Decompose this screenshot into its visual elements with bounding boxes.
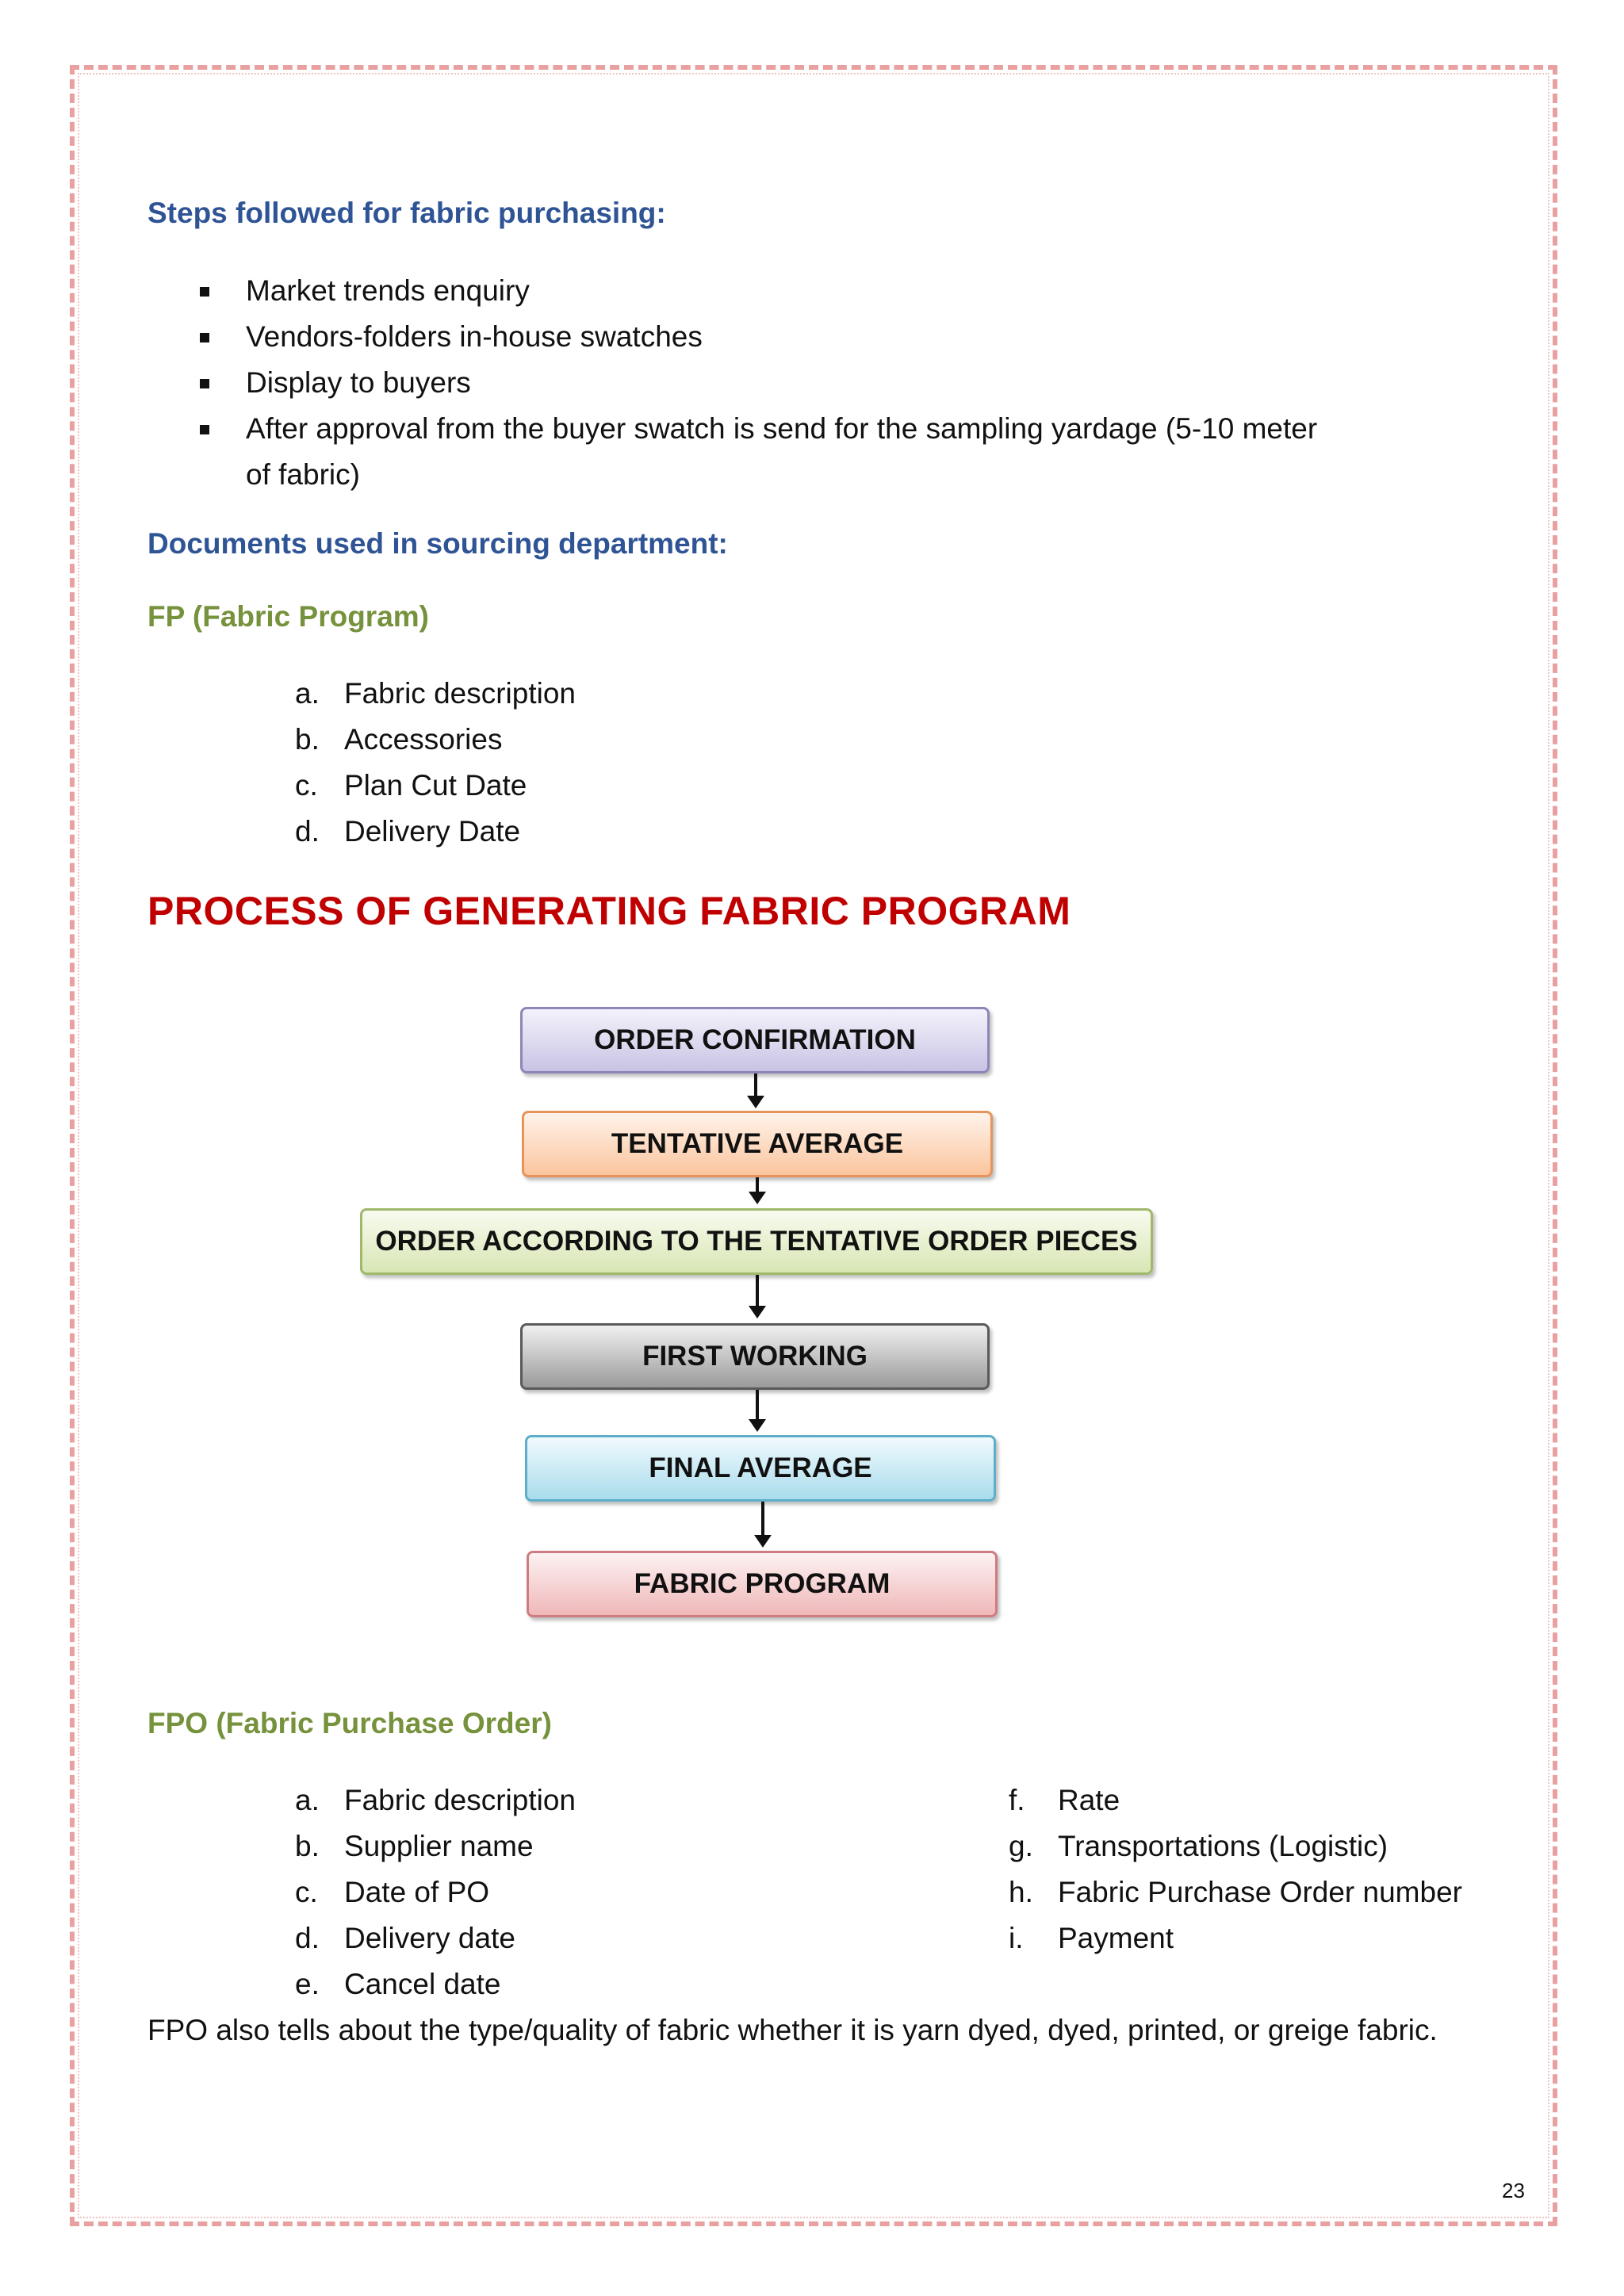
flow-arrow — [756, 1390, 759, 1429]
list-item: After approval from the buyer swatch is send for the sampling yardage (5-10 meter of fabric) — [147, 406, 1416, 498]
fpo-right-list — [1009, 1777, 1462, 1961]
flow-arrow — [756, 1275, 759, 1315]
list-item: f. Rate — [1009, 1784, 1120, 1816]
fp-items-list — [295, 671, 576, 855]
flow-step-order-confirmation: ORDER CONFIRMATION — [520, 1007, 990, 1073]
list-item: b. Supplier name — [295, 1830, 534, 1862]
heading-steps: Steps followed for fabric purchasing: — [147, 197, 666, 229]
flow-arrow — [756, 1177, 759, 1201]
fpo-left-list — [295, 1777, 576, 2007]
heading-process: PROCESS OF GENERATING FABRIC PROGRAM — [147, 889, 1071, 933]
heading-fp: FP (Fabric Program) — [147, 600, 430, 633]
bullet-square-icon — [200, 287, 209, 297]
fpo-note: FPO also tells about the type/quality of fabric whether it is yarn dyed, dyed, printed, or greige fabric. — [147, 2014, 1438, 2046]
list-item: e. Cancel date — [295, 1968, 501, 2000]
bullet-square-icon — [200, 379, 209, 388]
list-item: a. Fabric description — [295, 1784, 576, 1816]
list-item: c. Date of PO — [295, 1876, 490, 1908]
flow-arrow — [754, 1073, 757, 1105]
list-item: b. Accessories — [295, 723, 503, 756]
bullet-square-icon — [200, 333, 209, 342]
flow-step-fabric-program: FABRIC PROGRAM — [527, 1551, 998, 1617]
list-item: Vendors-folders in-house swatches — [147, 314, 1416, 360]
flow-step-final-average: FINAL AVERAGE — [525, 1435, 996, 1502]
list-item: d. Delivery date — [295, 1922, 515, 1954]
bullet-square-icon — [200, 425, 209, 434]
list-item: Market trends enquiry — [147, 268, 1416, 314]
list-item: g. Transportations (Logistic) — [1009, 1830, 1388, 1862]
steps-list — [147, 268, 1416, 498]
list-item: d. Delivery Date — [295, 815, 521, 848]
flow-step-order-according-pieces: ORDER ACCORDING TO THE TENTATIVE ORDER PIECES — [360, 1208, 1153, 1275]
heading-documents: Documents used in sourcing department: — [147, 527, 728, 560]
list-item: h. Fabric Purchase Order number — [1009, 1876, 1462, 1908]
list-item: Display to buyers — [147, 360, 1416, 406]
heading-fpo: FPO (Fabric Purchase Order) — [147, 1707, 552, 1739]
list-item: i. Payment — [1009, 1922, 1174, 1954]
flow-arrow — [761, 1502, 764, 1544]
flow-step-first-working: FIRST WORKING — [520, 1323, 990, 1390]
page-number: 23 — [1502, 2179, 1525, 2202]
list-item: c. Plan Cut Date — [295, 769, 527, 802]
flow-step-tentative-average: TENTATIVE AVERAGE — [522, 1111, 993, 1177]
list-item: a. Fabric description — [295, 677, 576, 710]
